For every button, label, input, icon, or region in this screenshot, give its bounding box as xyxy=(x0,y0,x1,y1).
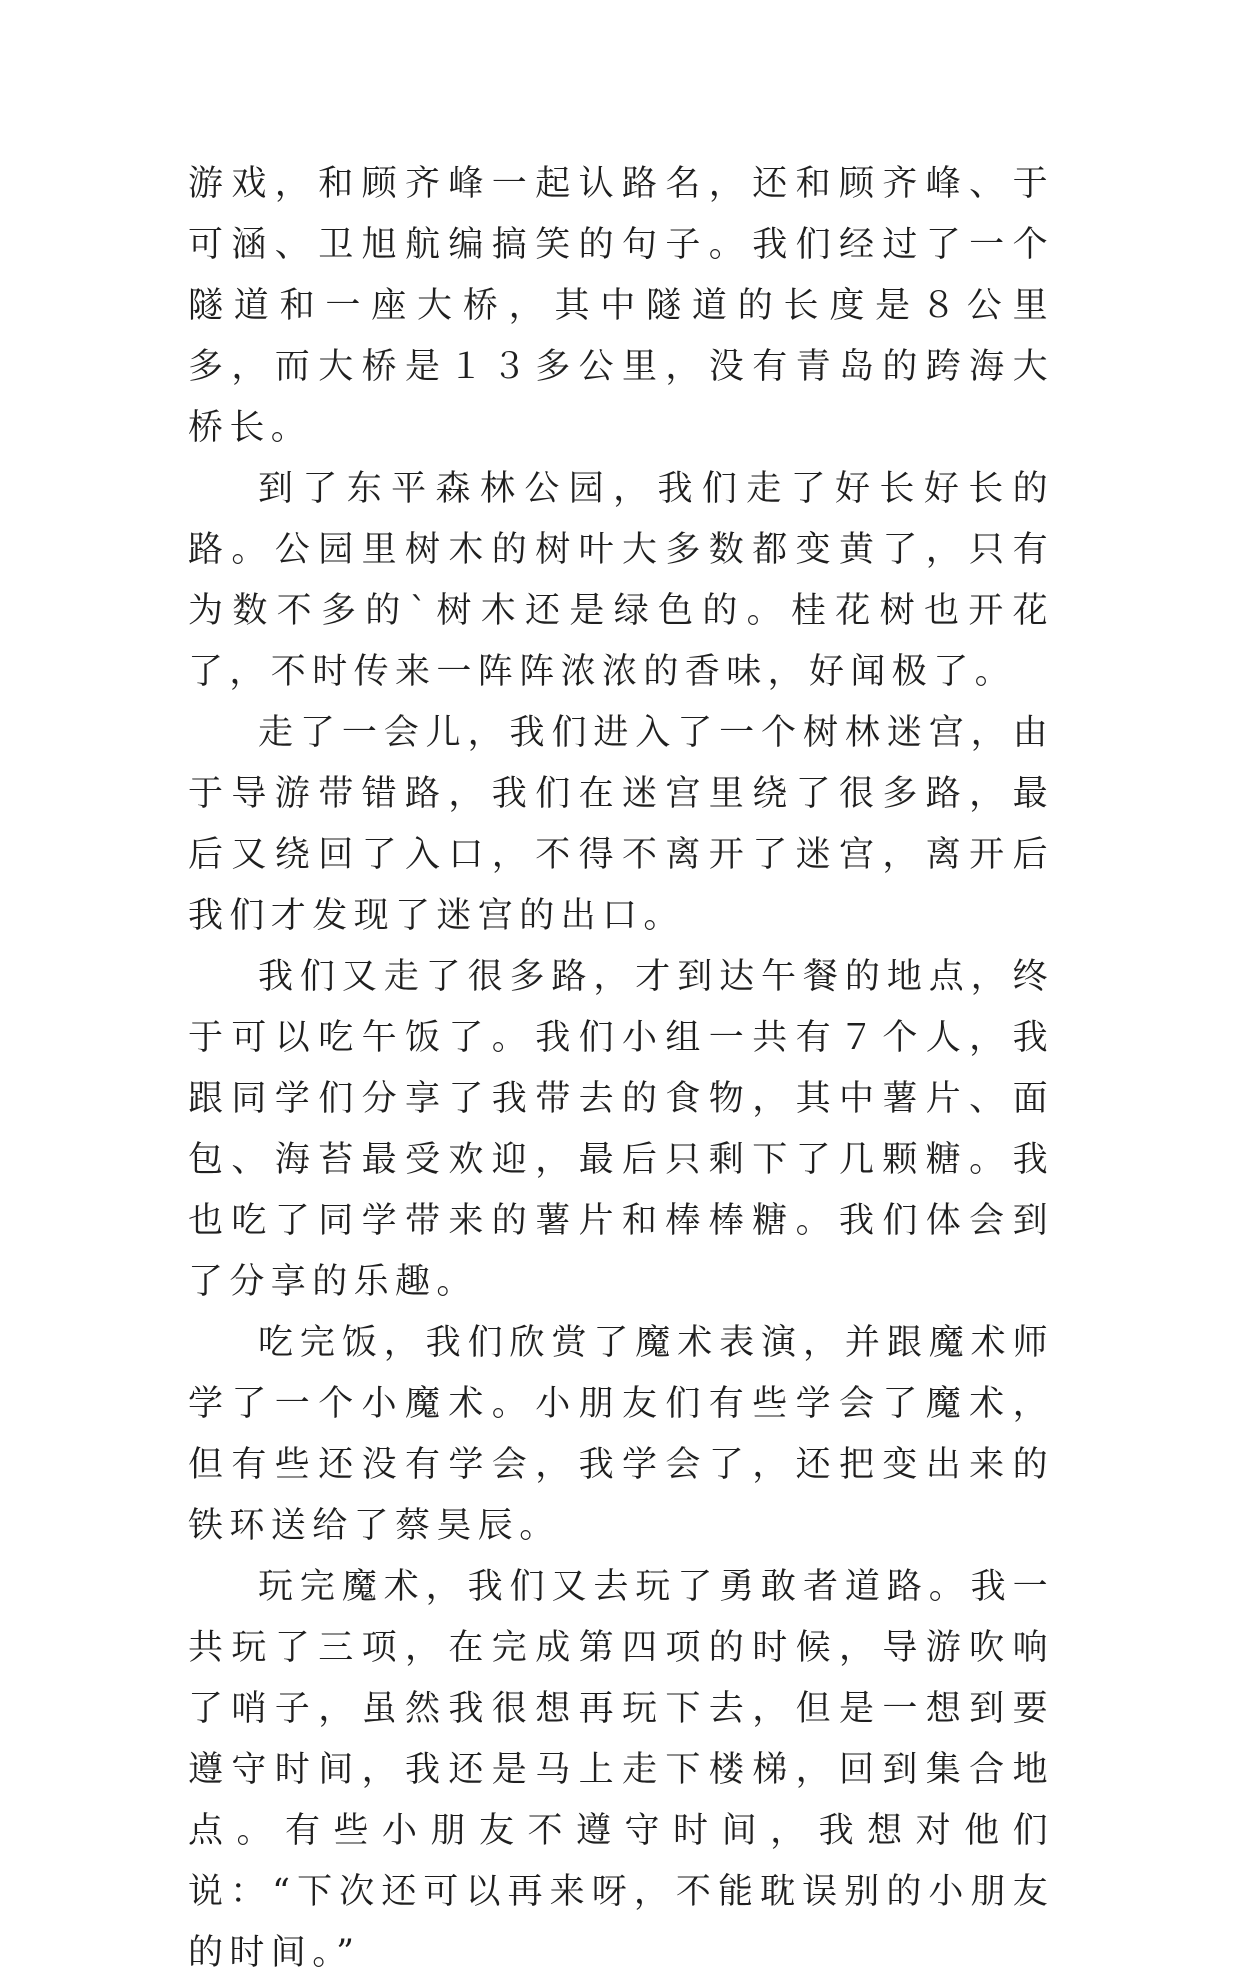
paragraph-6: 玩完魔术，我们又去玩了勇敢者道路。我一共玩了三项，在完成第四项的时候，导游吹响了哨子，虽然我很想再玩下去，但是一想到要遵守时间，我还是马上走下楼梯，回到集合地点。有些小朋友不遵守时间，我想对他们说：“下次还可以再来呀，不能耽误别的小朋友的时间。” xyxy=(188,1567,1054,1973)
paragraph-3: 走了一会儿，我们进入了一个树林迷宫，由于导游带错路，我们在迷宫里绕了很多路，最后又绕回了入口，不得不离开了迷宫，离开后我们才发现了迷宫的出口。 xyxy=(188,713,1054,936)
essay-body xyxy=(188,154,1054,1984)
paragraph-2: 到了东平森林公园，我们走了好长好长的路。公园里树木的树叶大多数都变黄了，只有为数不多的`树木还是绿色的。桂花树也开花了，不时传来一阵阵浓浓的香味，好闻极了。 xyxy=(188,469,1054,692)
paragraph-4: 我们又走了很多路，才到达午餐的地点，终于可以吃午饭了。我们小组一共有７个人，我跟同学们分享了我带去的食物，其中薯片、面包、海苔最受欢迎，最后只剩下了几颗糖。我也吃了同学带来的薯片和棒棒糖。我们体会到了分享的乐趣。 xyxy=(188,957,1054,1302)
paragraph-1: 游戏，和顾齐峰一起认路名，还和顾齐峰、于可涵、卫旭航编搞笑的句子。我们经过了一个隧道和一座大桥，其中隧道的长度是８公里多，而大桥是１３多公里，没有青岛的跨海大桥长。 xyxy=(188,164,1054,448)
paragraph-5: 吃完饭，我们欣赏了魔术表演，并跟魔术师学了一个小魔术。小朋友们有些学会了魔术，但有些还没有学会，我学会了，还把变出来的铁环送给了蔡昊辰。 xyxy=(188,1323,1054,1546)
